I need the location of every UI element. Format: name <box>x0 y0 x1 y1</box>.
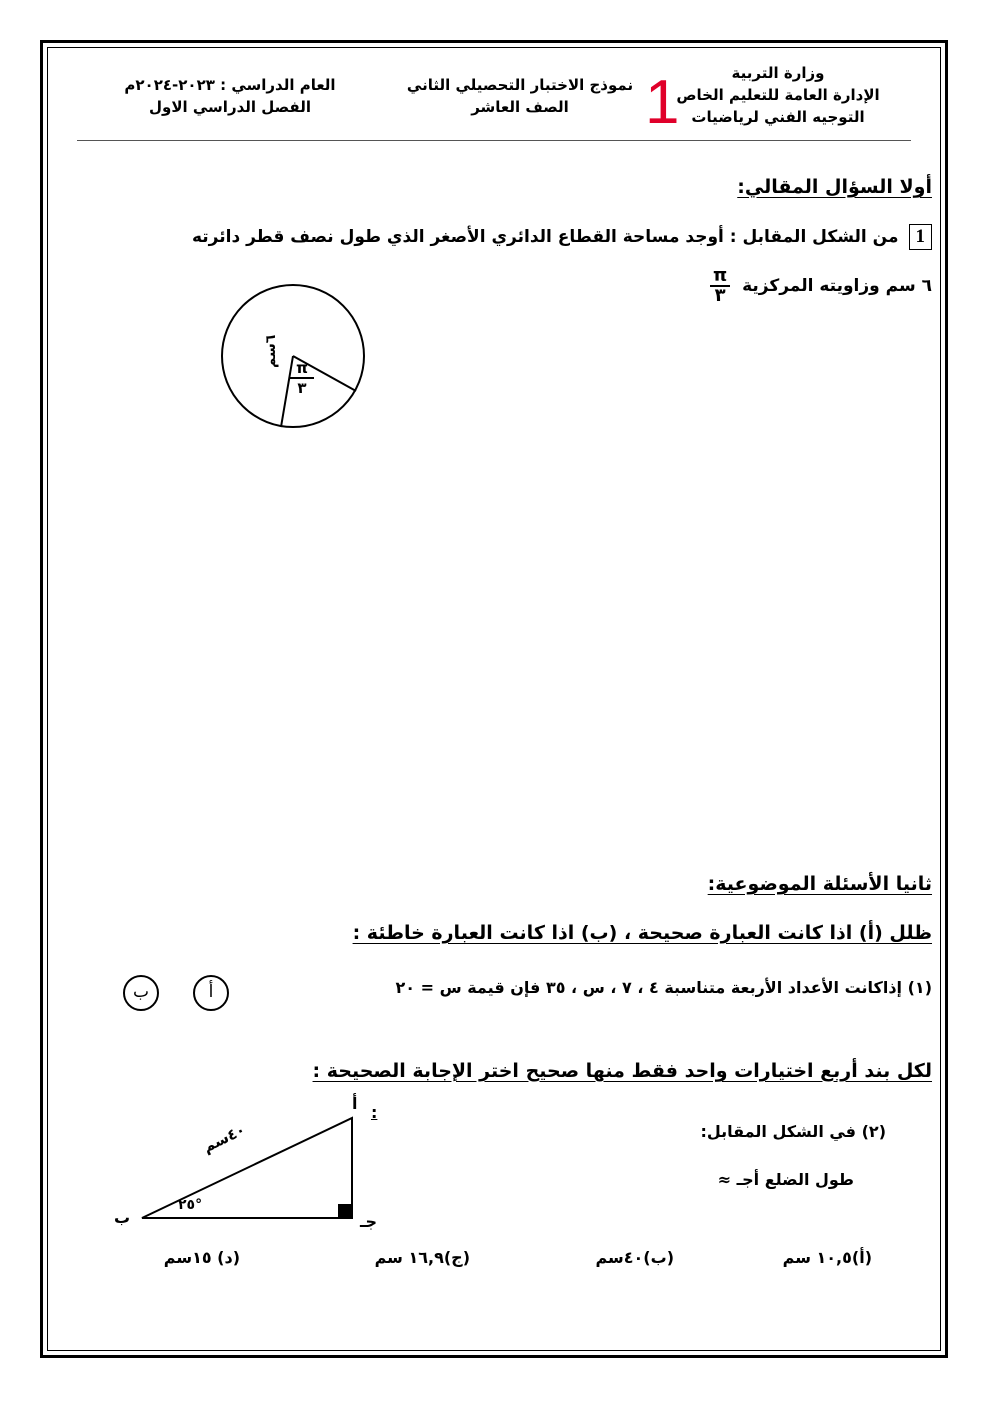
semester-label: الفصل الدراسي الاول <box>149 98 311 116</box>
header-year-block <box>100 74 360 118</box>
choice-d[interactable]: (د) ١٥سم <box>163 1248 240 1267</box>
header-exam-block <box>395 74 645 118</box>
triangle-figure <box>130 1110 370 1230</box>
angle-denominator: ٣ <box>714 285 726 306</box>
vertex-a-colon: : <box>371 1103 378 1122</box>
angle-numerator: π <box>713 265 728 286</box>
section1-title: أولا السؤال المقالي: <box>737 176 932 198</box>
option-b-circle[interactable]: ب <box>123 975 159 1011</box>
true-false-instruction: ظلل (أ) اذا كانت العبارة صحيحة ، (ب) اذا كانت العبارة خاطئة : <box>352 922 932 944</box>
exam-title: نموذج الاختبار التحصيلي الثاني <box>406 76 634 94</box>
section2-title: ثانيا الأسئلة الموضوعية: <box>707 873 932 895</box>
tf-question-1: (١) إذاكانت الأعداد الأربعة متناسبة ٤ ، ٧ ، س ، ٣٥ فإن قيمة س = ٢٠ <box>395 978 932 997</box>
supervision-name: التوجيه الفني لرياضيات <box>691 108 865 126</box>
vertex-b-label: ب <box>114 1208 131 1227</box>
multiple-choice-instruction: لكل بند أربع اختيارات واحد فقط منها صحيح اختر الإجابة الصحيحة : <box>312 1060 932 1082</box>
hypotenuse-label: ٤٠سم <box>200 1120 249 1157</box>
q1-essay-text2: ٦ سم وزاويته المركزية <box>742 276 932 296</box>
figure-angle-denominator: ٣ <box>297 379 307 397</box>
header-ministry-block <box>668 62 888 128</box>
department-name: الإدارة العامة للتعليم الخاص <box>676 86 880 104</box>
q1-essay-text1: من الشكل المقابل : أوجد مساحة القطاع الدائري الأصغر الذي طول نصف قطر دائرته <box>191 227 899 247</box>
vertex-a-label: أ <box>352 1094 358 1113</box>
choice-c[interactable]: (ج)١٦,٩ سم <box>374 1248 470 1267</box>
header-divider <box>77 140 911 141</box>
ministry-name: وزارة التربية <box>731 64 825 82</box>
vertex-c-label: جـ <box>360 1212 377 1231</box>
q1-essay-line2 <box>710 265 932 306</box>
option-a-circle[interactable]: أ <box>193 975 229 1011</box>
right-angle-marker <box>338 1204 352 1218</box>
angle-b-label: ٢٥° <box>178 1197 203 1213</box>
radius-label: ٦سم <box>263 334 279 368</box>
grade-label: الصف العاشر <box>471 98 569 116</box>
figure-angle-numerator: π <box>296 359 308 377</box>
angle-fraction <box>710 265 730 306</box>
question-number-box: 1 <box>909 224 933 250</box>
triangle-outline <box>142 1118 352 1218</box>
mc-question-2-line2: طول الضلع أجـ ≈ <box>717 1170 854 1189</box>
q1-essay-line1 <box>192 224 932 250</box>
choice-b[interactable]: (ب)٤٠سم <box>595 1248 674 1267</box>
mc-question-2-line1: (٢) في الشكل المقابل: <box>700 1122 886 1141</box>
model-number: 1 <box>645 68 680 137</box>
school-year: العام الدراسي : ٢٠٢٣-٢٠٢٤م <box>124 76 336 94</box>
figure-angle-fraction <box>290 360 314 396</box>
choice-a[interactable]: (أ)١٠,٥ سم <box>782 1248 872 1267</box>
